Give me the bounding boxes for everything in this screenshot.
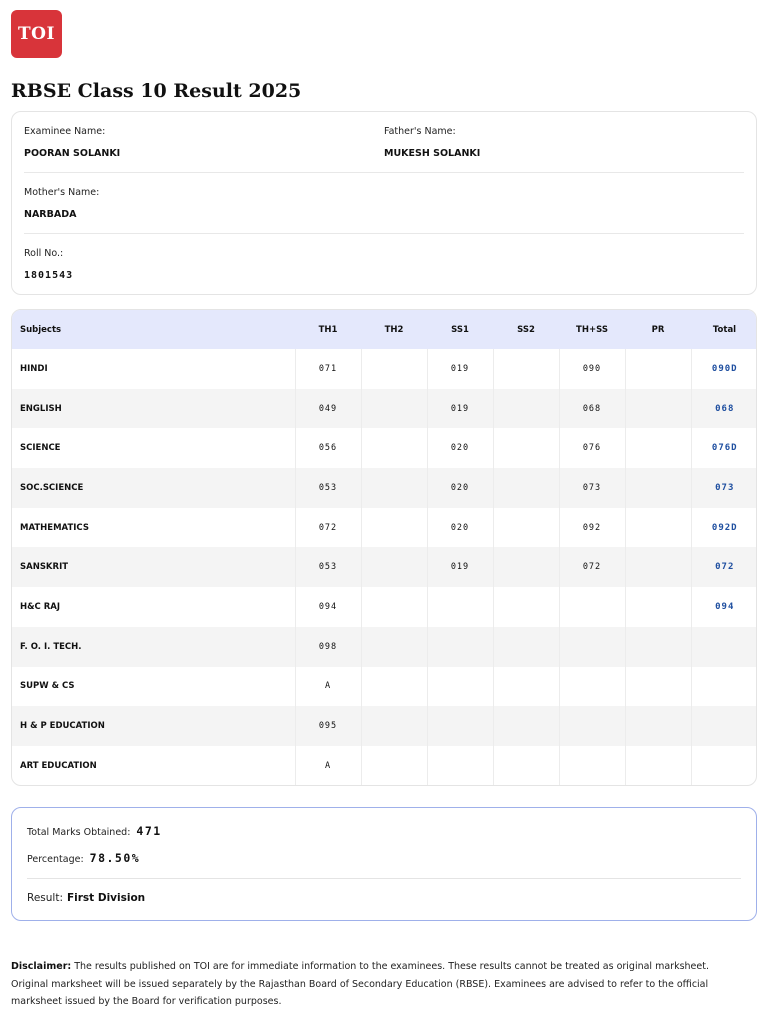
examinee-info-card xyxy=(11,111,757,295)
column-header-subjects: Subjects xyxy=(12,310,295,349)
cell-th-ss xyxy=(559,746,625,786)
result-summary-card xyxy=(11,807,757,921)
column-header-th1: TH1 xyxy=(295,310,361,349)
marks-table-header-row xyxy=(12,310,757,349)
table-row xyxy=(12,428,757,468)
info-row-roll xyxy=(24,234,744,295)
subject-name-cell: MATHEMATICS xyxy=(20,522,89,533)
cell-pr xyxy=(625,587,691,627)
cell-ss1: 020 xyxy=(427,468,493,508)
cell-ss2 xyxy=(493,547,559,587)
total-marks-label: Total Marks Obtained: xyxy=(27,827,131,838)
cell-th1: 049 xyxy=(295,389,361,429)
cell-th-ss: 073 xyxy=(559,468,625,508)
cell-ss2 xyxy=(493,349,559,389)
cell-pr xyxy=(625,428,691,468)
percentage-label: Percentage: xyxy=(27,854,84,865)
result-value: First Division xyxy=(66,892,146,904)
cell-ss2 xyxy=(493,667,559,707)
cell-ss2 xyxy=(493,389,559,429)
table-row xyxy=(12,627,757,667)
cell-th2 xyxy=(361,389,427,429)
subject-name-cell: ENGLISH xyxy=(12,389,295,429)
table-row xyxy=(12,706,757,746)
father-name-field xyxy=(384,126,480,159)
table-row xyxy=(12,667,757,707)
cell-ss2 xyxy=(493,746,559,786)
roll-number-label: Roll No.: xyxy=(24,248,64,259)
cell-th2 xyxy=(361,468,427,508)
total-marks-line xyxy=(27,824,162,838)
table-row xyxy=(12,508,757,548)
percentage-line xyxy=(27,851,140,865)
cell-pr xyxy=(625,508,691,548)
info-row-mother xyxy=(24,173,744,234)
subject-name-cell: SCIENCE xyxy=(20,443,61,454)
cell-total xyxy=(691,706,757,746)
cell-ss1: 019 xyxy=(427,389,493,429)
cell-th1: 071 xyxy=(295,349,361,389)
father-name-value: MUKESH SOLANKI xyxy=(384,148,481,159)
column-header-pr: PR xyxy=(625,310,691,349)
subject-name-cell: SUPW & CS xyxy=(20,681,75,692)
cell-th2 xyxy=(361,349,427,389)
total-marks-value: 471 xyxy=(136,824,162,838)
cell-th2 xyxy=(361,706,427,746)
cell-th-ss: 090 xyxy=(559,349,625,389)
marks-table xyxy=(12,310,757,786)
cell-th-ss xyxy=(559,667,625,707)
result-line xyxy=(27,892,145,904)
cell-th1: A xyxy=(295,667,361,707)
page-title: RBSE Class 10 Result 2025 xyxy=(11,80,302,102)
cell-ss2 xyxy=(493,587,559,627)
cell-th-ss: 076 xyxy=(559,428,625,468)
cell-pr xyxy=(625,468,691,508)
disclaimer-label: Disclaimer: xyxy=(11,961,72,972)
cell-th1: 072 xyxy=(295,508,361,548)
table-row xyxy=(12,349,757,389)
subject-name-cell: H & P EDUCATION xyxy=(12,706,295,746)
subject-name-cell: H&C RAJ xyxy=(20,601,61,612)
subject-name-cell: F. O. I. TECH. xyxy=(12,627,295,667)
table-row xyxy=(12,547,757,587)
column-header-th-ss: TH+SS xyxy=(559,310,625,349)
toi-logo[interactable]: TOI xyxy=(11,10,62,58)
cell-th2 xyxy=(361,428,427,468)
roll-number-field xyxy=(24,248,73,281)
cell-th1: 053 xyxy=(295,468,361,508)
column-header-total: Total xyxy=(691,310,757,349)
cell-total: 068 xyxy=(691,389,757,429)
cell-th2 xyxy=(361,667,427,707)
disclaimer-text: The results published on TOI are for immediate information to the examinees. These results cannot be treated as original marksheet. Original marksheet will be issued separately by the Rajasthan Board of Secondary Education (RBSE). Examinees are advised to refer to the official marksheet issued by the Board for verification purposes. xyxy=(11,961,709,1007)
cell-ss2 xyxy=(493,706,559,746)
cell-th1: 098 xyxy=(295,627,361,667)
cell-ss2 xyxy=(493,508,559,548)
mother-name-field xyxy=(24,187,99,220)
subject-name-cell: HINDI xyxy=(20,363,48,374)
mother-name-label: Mother's Name: xyxy=(24,187,100,198)
cell-th2 xyxy=(361,746,427,786)
cell-th1: 094 xyxy=(295,587,361,627)
cell-total: 090D xyxy=(691,349,757,389)
cell-pr xyxy=(625,389,691,429)
cell-th-ss xyxy=(559,706,625,746)
cell-pr xyxy=(625,547,691,587)
cell-total xyxy=(691,746,757,786)
table-row xyxy=(12,587,757,627)
cell-ss1 xyxy=(427,746,493,786)
cell-ss1 xyxy=(427,706,493,746)
column-header-ss1: SS1 xyxy=(427,310,493,349)
table-row xyxy=(12,746,757,786)
cell-ss1: 019 xyxy=(427,547,493,587)
cell-ss1 xyxy=(427,667,493,707)
mother-name-value: NARBADA xyxy=(24,209,77,220)
cell-th1: A xyxy=(295,746,361,786)
cell-th-ss xyxy=(559,587,625,627)
column-header-ss2: SS2 xyxy=(493,310,559,349)
cell-th-ss: 092 xyxy=(559,508,625,548)
cell-th2 xyxy=(361,547,427,587)
cell-th1: 056 xyxy=(295,428,361,468)
cell-ss2 xyxy=(493,428,559,468)
cell-th1: 095 xyxy=(295,706,361,746)
table-row xyxy=(12,468,757,508)
marks-table-body xyxy=(12,349,757,786)
summary-divider xyxy=(27,878,741,879)
cell-ss1: 020 xyxy=(427,428,493,468)
cell-th-ss: 072 xyxy=(559,547,625,587)
cell-pr xyxy=(625,349,691,389)
cell-pr xyxy=(625,706,691,746)
cell-ss1: 019 xyxy=(427,349,493,389)
cell-th2 xyxy=(361,627,427,667)
disclaimer xyxy=(11,958,747,1011)
cell-total: 076D xyxy=(691,428,757,468)
cell-total: 094 xyxy=(691,587,757,627)
cell-ss1 xyxy=(427,587,493,627)
cell-pr xyxy=(625,746,691,786)
cell-total xyxy=(691,667,757,707)
result-label: Result: xyxy=(27,892,63,904)
cell-th1: 053 xyxy=(295,547,361,587)
cell-th2 xyxy=(361,508,427,548)
roll-number-value: 1801543 xyxy=(24,270,74,281)
examinee-name-field xyxy=(24,126,120,159)
cell-total: 072 xyxy=(691,547,757,587)
cell-total: 092D xyxy=(691,508,757,548)
info-row-names xyxy=(24,112,744,173)
cell-th2 xyxy=(361,587,427,627)
cell-ss2 xyxy=(493,627,559,667)
table-row xyxy=(12,389,757,429)
cell-ss1 xyxy=(427,627,493,667)
percentage-value: 78.50% xyxy=(89,851,141,865)
column-header-th2: TH2 xyxy=(361,310,427,349)
subject-name-cell: SOC.SCIENCE xyxy=(12,468,295,508)
cell-th-ss xyxy=(559,627,625,667)
marks-table-card xyxy=(11,309,757,786)
cell-pr xyxy=(625,667,691,707)
cell-ss1: 020 xyxy=(427,508,493,548)
cell-total: 073 xyxy=(691,468,757,508)
examinee-name-value: POORAN SOLANKI xyxy=(24,148,121,159)
cell-total xyxy=(691,627,757,667)
father-name-label: Father's Name: xyxy=(384,126,456,137)
cell-ss2 xyxy=(493,468,559,508)
cell-pr xyxy=(625,627,691,667)
subject-name-cell: SANSKRIT xyxy=(12,547,295,587)
cell-th-ss: 068 xyxy=(559,389,625,429)
examinee-name-label: Examinee Name: xyxy=(24,126,106,137)
subject-name-cell: ART EDUCATION xyxy=(20,760,97,771)
